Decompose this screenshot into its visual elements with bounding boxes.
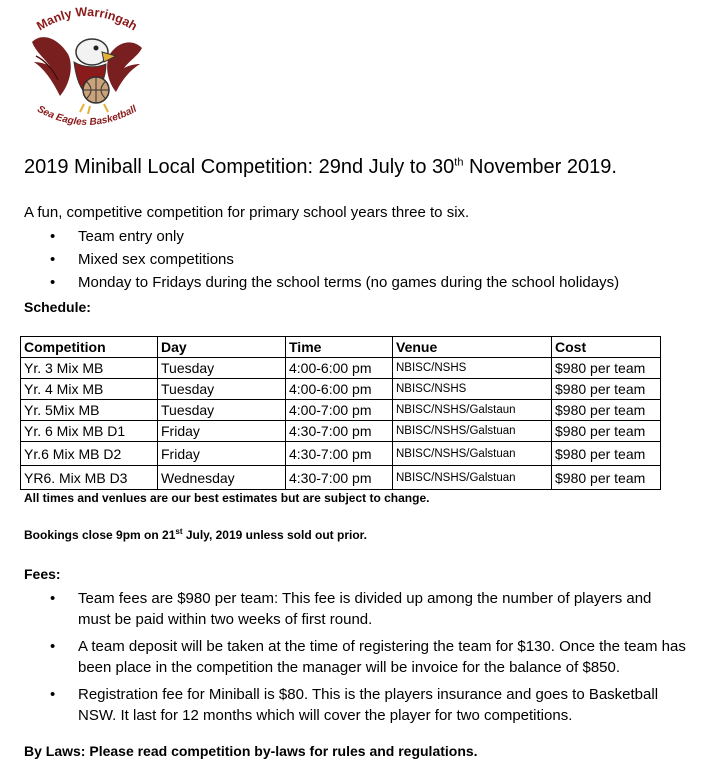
svg-text:Sea Eagles Basketball bbox=[35, 104, 138, 128]
table-cell: NBISC/NSHS/Galstuan bbox=[393, 466, 552, 490]
table-cell: NBISC/NSHS/Galstuan bbox=[393, 421, 552, 442]
table-row bbox=[21, 466, 661, 490]
column-header: Cost bbox=[552, 337, 661, 358]
table-cell: $980 per team bbox=[552, 379, 661, 400]
column-header: Competition bbox=[21, 337, 158, 358]
table-cell: NBISC/NSHS/Galstaun bbox=[393, 400, 552, 421]
table-cell: Tuesday bbox=[158, 400, 286, 421]
table-cell: NBISC/NSHS bbox=[393, 379, 552, 400]
logo-bottom-text: Sea Eagles Basketball bbox=[35, 103, 139, 129]
table-row bbox=[21, 442, 661, 466]
sea-eagle-logo-icon bbox=[24, 4, 149, 134]
list-item: • A team deposit will be taken at the time of registering the team for $130. Once the team has been place in the competition the manager will be invoice for the balance of $850. bbox=[48, 636, 688, 678]
table-cell: $980 per team bbox=[552, 400, 661, 421]
fees-heading: Fees: bbox=[24, 566, 61, 582]
table-cell: $980 per team bbox=[552, 421, 661, 442]
table-cell: 4:30-7:00 pm bbox=[286, 466, 393, 490]
column-header: Day bbox=[158, 337, 286, 358]
bookings-notice: Bookings close 9pm on 21st July, 2019 unless sold out prior. bbox=[24, 527, 367, 542]
bylaws-notice: By Laws: Please read competition by-laws for rules and regulations. bbox=[24, 743, 478, 759]
table-cell: Tuesday bbox=[158, 379, 286, 400]
schedule-note: All times and venlues are our best estimates but are subject to change. bbox=[24, 491, 430, 505]
table-cell: 4:00-6:00 pm bbox=[286, 358, 393, 379]
schedule-heading: Schedule: bbox=[24, 299, 91, 315]
table-cell: $980 per team bbox=[552, 358, 661, 379]
logo-top-text: Manly Warringah bbox=[34, 4, 140, 34]
table-cell: 4:00-7:00 pm bbox=[286, 400, 393, 421]
table-cell: Yr. 5Mix MB bbox=[21, 400, 158, 421]
table-row bbox=[21, 421, 661, 442]
list-item: • Mixed sex competitions bbox=[48, 251, 619, 274]
column-header: Time bbox=[286, 337, 393, 358]
page-title: 2019 Miniball Local Competition: 29nd July to 30th November 2019. bbox=[24, 156, 617, 178]
schedule-table bbox=[20, 336, 661, 490]
feature-list bbox=[48, 228, 619, 297]
table-cell: NBISC/NSHS bbox=[393, 358, 552, 379]
table-row bbox=[21, 400, 661, 421]
table-header-row bbox=[21, 337, 661, 358]
table-cell: Yr.6 Mix MB D2 bbox=[21, 442, 158, 466]
svg-text:Manly Warringah bbox=[34, 5, 139, 34]
table-cell: Friday bbox=[158, 442, 286, 466]
table-cell: Tuesday bbox=[158, 358, 286, 379]
table-cell: $980 per team bbox=[552, 466, 661, 490]
list-item: • Team fees are $980 per team: This fee is divided up among the number of players and must be paid within two weeks of first round. bbox=[48, 588, 688, 630]
table-cell: Yr. 3 Mix MB bbox=[21, 358, 158, 379]
list-item: • Monday to Fridays during the school terms (no games during the school holidays) bbox=[48, 274, 619, 297]
table-cell: Yr. 4 Mix MB bbox=[21, 379, 158, 400]
table-cell: 4:30-7:00 pm bbox=[286, 421, 393, 442]
club-logo bbox=[24, 4, 149, 134]
table-cell: Wednesday bbox=[158, 466, 286, 490]
table-cell: Yr. 6 Mix MB D1 bbox=[21, 421, 158, 442]
table-cell: YR6. Mix MB D3 bbox=[21, 466, 158, 490]
list-item: • Team entry only bbox=[48, 228, 619, 251]
table-row bbox=[21, 379, 661, 400]
table-cell: $980 per team bbox=[552, 442, 661, 466]
table-cell: 4:00-6:00 pm bbox=[286, 379, 393, 400]
table-cell: Friday bbox=[158, 421, 286, 442]
table-row bbox=[21, 358, 661, 379]
intro-text: A fun, competitive competition for primary school years three to six. bbox=[24, 204, 470, 221]
table-cell: 4:30-7:00 pm bbox=[286, 442, 393, 466]
list-item: • Registration fee for Miniball is $80. This is the players insurance and goes to Basketball NSW. It last for 12 months which will cover the player for two competitions. bbox=[48, 684, 688, 726]
table-cell: NBISC/NSHS/Galstuan bbox=[393, 442, 552, 466]
fees-list bbox=[48, 588, 688, 732]
column-header: Venue bbox=[393, 337, 552, 358]
